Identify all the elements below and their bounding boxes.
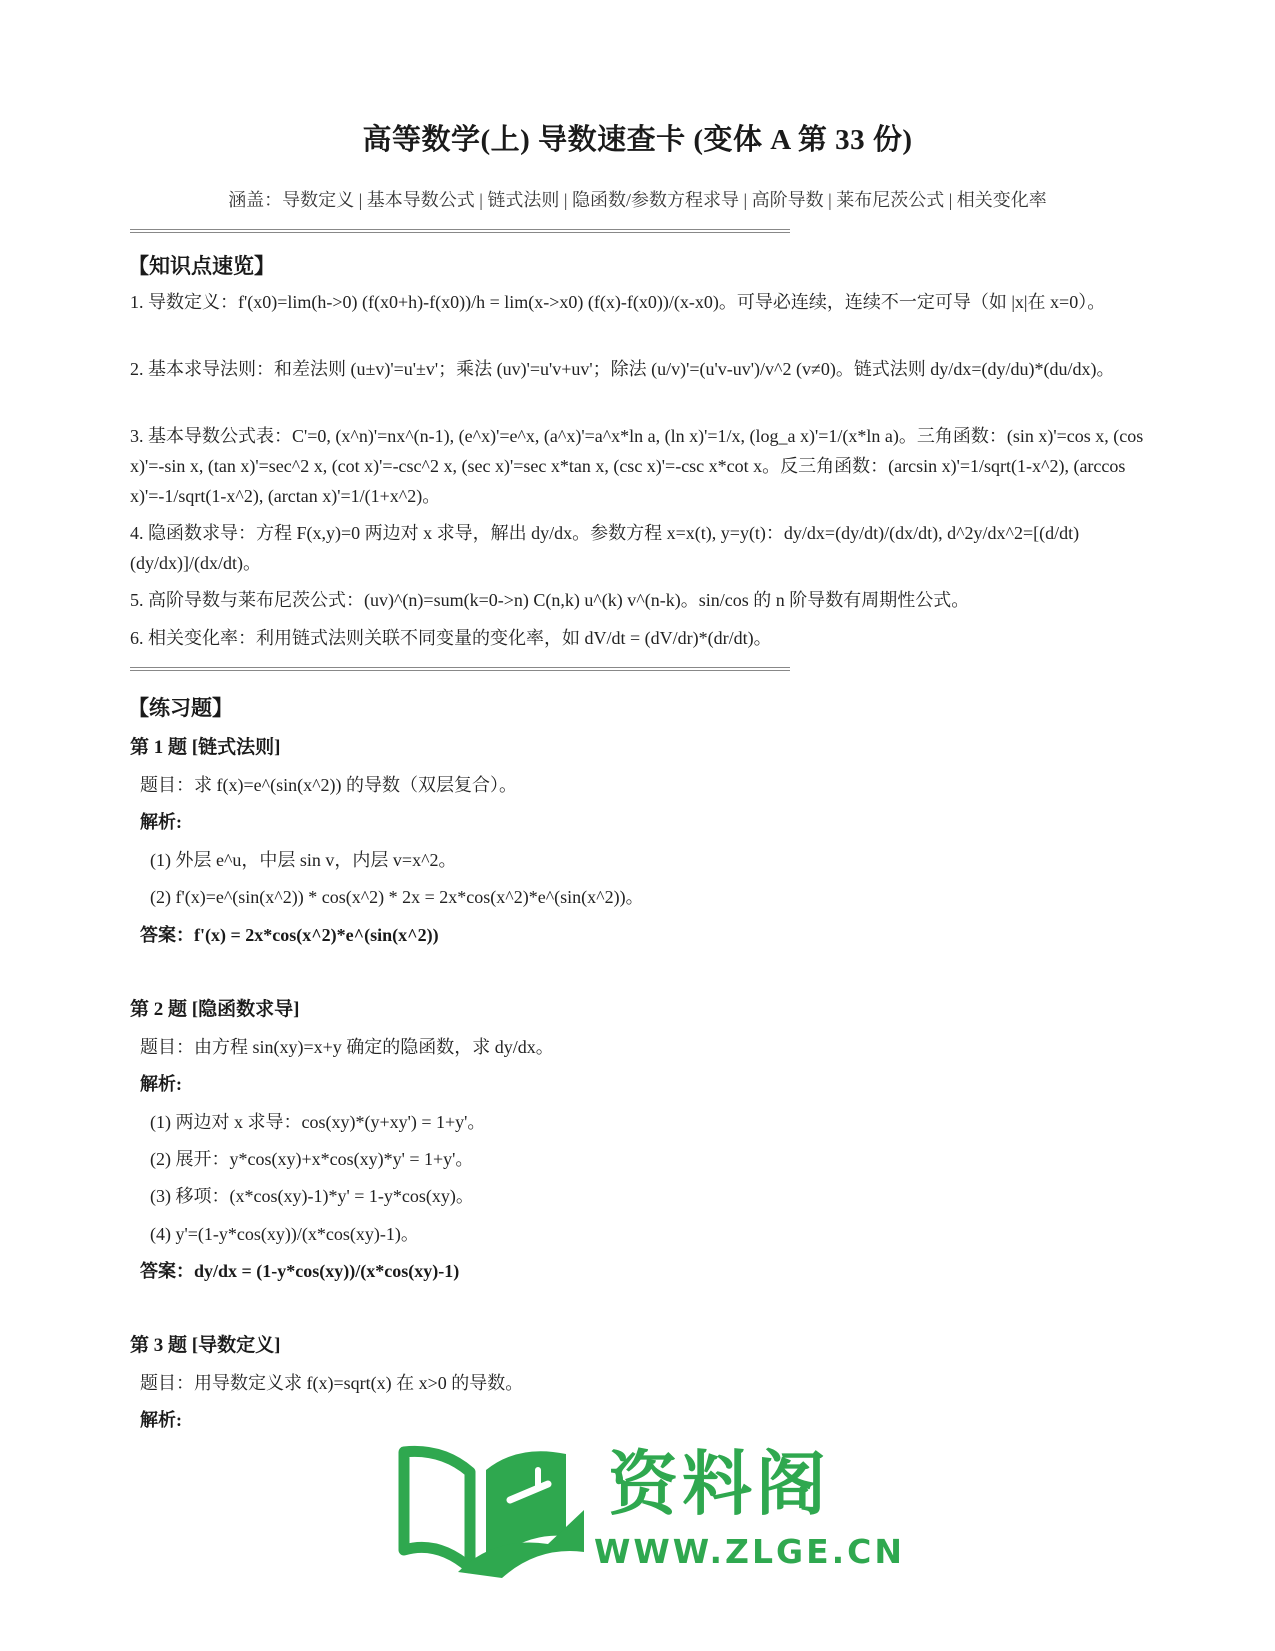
watermark-logo bbox=[398, 1440, 906, 1580]
knowledge-item: 6. 相关变化率：利用链式法则关联不同变量的变化率，如 dV/dt = (dV/dr)*(dr/dt)。 bbox=[130, 628, 772, 648]
divider bbox=[130, 226, 790, 236]
watermark-name: 资料阁 bbox=[608, 1443, 830, 1525]
watermark-url: WWW.ZLGE.CN bbox=[594, 1532, 906, 1571]
divider bbox=[130, 664, 790, 674]
knowledge-item: 2. 基本求导法则：和差法则 (u±v)'=u'±v'；乘法 (uv)'=u'v+uv'；除法 (u/v)'=(u'v-uv')/v^2 (v≠0)。链式法则 dy/dx=(dy/du)*(du/dx)。 bbox=[130, 359, 1115, 379]
knowledge-item: 5. 高阶导数与莱布尼茨公式：(uv)^(n)=sum(k=0->n) C(n,k) u^(k) v^(n-k)。sin/cos 的 n 阶导数有周期性公式。 bbox=[130, 590, 970, 610]
question-2-title: 第 2 题 [隐函数求导] bbox=[130, 999, 300, 1020]
solution-step: (2) 展开：y*cos(xy)+x*cos(xy)*y' = 1+y'。 bbox=[150, 1149, 474, 1169]
section-heading-exercises: 【练习题】 bbox=[128, 696, 233, 720]
question-1-problem: 题目：求 f(x)=e^(sin(x^2)) 的导数（双层复合）。 bbox=[140, 775, 517, 795]
solution-step: (4) y'=(1-y*cos(xy))/(x*cos(xy)-1)。 bbox=[150, 1224, 419, 1244]
analysis-label: 解析: bbox=[140, 1410, 182, 1430]
analysis-label: 解析: bbox=[140, 812, 182, 832]
solution-step: (1) 两边对 x 求导：cos(xy)*(y+xy') = 1+y'。 bbox=[150, 1112, 486, 1132]
question-3-problem: 题目：用导数定义求 f(x)=sqrt(x) 在 x>0 的导数。 bbox=[140, 1373, 524, 1393]
question-1-answer: 答案：f'(x) = 2x*cos(x^2)*e^(sin(x^2)) bbox=[140, 925, 439, 945]
analysis-label: 解析: bbox=[140, 1074, 182, 1094]
knowledge-item: 4. 隐函数求导：方程 F(x,y)=0 两边对 x 求导，解出 dy/dx。参数方程 x=x(t), y=y(t)：dy/dx=(dy/dt)/(dx/dt), d^2y/dx^2=[(d/dt)(dy/dx)]/(dx/dt)。 bbox=[130, 523, 1080, 573]
section-heading-knowledge: 【知识点速览】 bbox=[128, 254, 275, 278]
solution-step: (2) f'(x)=e^(sin(x^2)) * cos(x^2) * 2x = 2x*cos(x^2)*e^(sin(x^2))。 bbox=[150, 887, 644, 907]
page-subtitle: 涵盖：导数定义 | 基本导数公式 | 链式法则 | 隐函数/参数方程求导 | 高阶导数 | 莱布尼茨公式 | 相关变化率 bbox=[228, 190, 1047, 210]
knowledge-item: 3. 基本导数公式表：C'=0, (x^n)'=nx^(n-1), (e^x)'=e^x, (a^x)'=a^x*ln a, (ln x)'=1/x, (log_a x)'=1/(x*ln a)。三角函数：(sin x)'=cos x, (cos x)'=-sin x, (tan x)'=sec^2 x, (cot x)'=-csc^2 x, (sec x)'=sec x*tan x, (csc x)'=-csc x*cot x。反三角函数：(arcsin x)'=1/sqrt(1-x^2), (arccos x)'=-1/sqrt(1-x^2), (arctan x)'=1/(1+x^2)。 bbox=[130, 426, 1144, 506]
question-2-answer: 答案：dy/dx = (1-y*cos(xy))/(x*cos(xy)-1) bbox=[140, 1261, 460, 1281]
page-title: 高等数学(上) 导数速查卡 (变体 A 第 33 份) bbox=[362, 124, 913, 156]
question-3-title: 第 3 题 [导数定义] bbox=[130, 1335, 281, 1356]
question-2-problem: 题目：由方程 sin(xy)=x+y 确定的隐函数，求 dy/dx。 bbox=[140, 1037, 554, 1057]
book-icon bbox=[398, 1440, 598, 1580]
question-1-title: 第 1 题 [链式法则] bbox=[130, 737, 281, 758]
solution-step: (1) 外层 e^u，中层 sin v，内层 v=x^2。 bbox=[150, 850, 457, 870]
knowledge-item: 1. 导数定义：f'(x0)=lim(h->0) (f(x0+h)-f(x0))/h = lim(x->x0) (f(x)-f(x0))/(x-x0)。可导必连续，连续不一定可导（如 |x|在 x=0）。 bbox=[130, 292, 1106, 312]
solution-step: (3) 移项：(x*cos(xy)-1)*y' = 1-y*cos(xy)。 bbox=[150, 1186, 474, 1206]
